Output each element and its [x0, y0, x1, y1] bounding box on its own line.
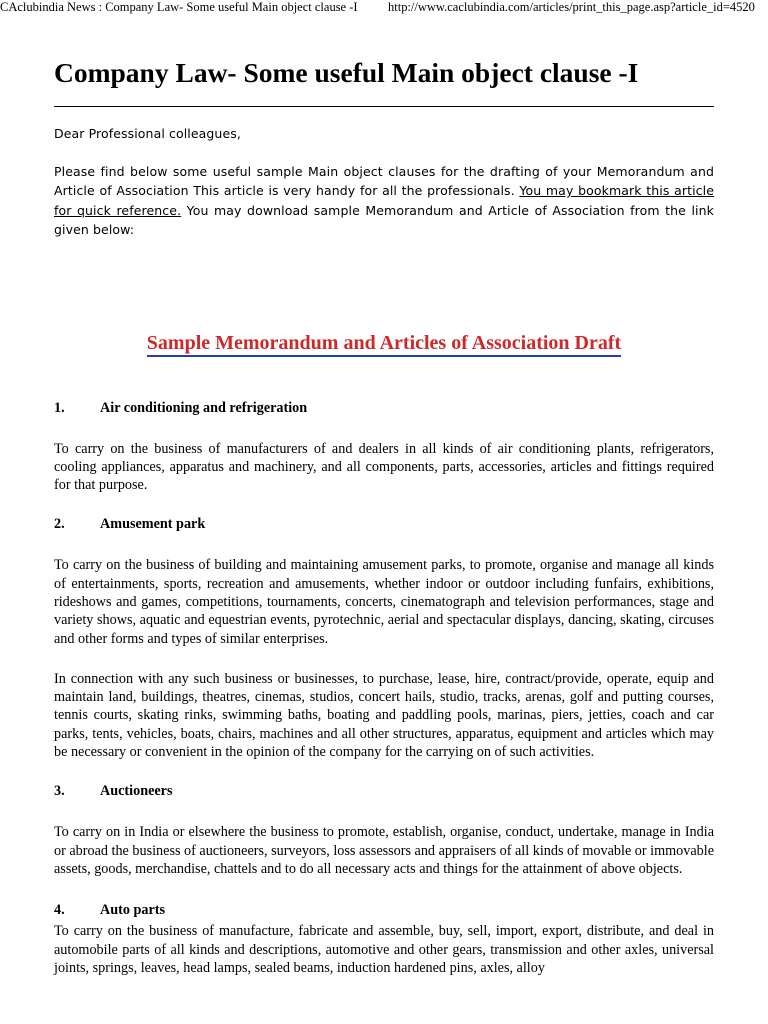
section-paragraph: To carry on in India or elsewhere the business to promote, establish, organise, conduct, undertake, manage in India or abroad the business of auctioneers, surveyors, loss assessors and appraisers of all kinds of movable or immovable assets, goods, merchandise, chattels and to do all necessary acts and things for the attainment of above objects.	[54, 824, 714, 877]
greeting: Dear Professional colleagues,	[54, 126, 241, 141]
draft-download-link[interactable]: Sample Memorandum and Articles of Association Draft	[147, 332, 621, 357]
draft-download-link-wrap	[54, 328, 714, 358]
print-header	[0, 0, 768, 18]
intro-paragraph	[54, 162, 714, 240]
section-number: 1.	[54, 399, 65, 416]
section-heading	[54, 398, 714, 418]
section-heading	[54, 900, 714, 920]
section-number: 2.	[54, 516, 65, 533]
section-title: Air conditioning and refrigeration	[100, 399, 308, 416]
article-body	[54, 50, 714, 977]
print-header-url: http://www.caclubindia.com/articles/print_this_page.asp?article_id=4520	[388, 0, 755, 14]
section-title: Amusement park	[100, 516, 206, 533]
section-number: 4.	[54, 902, 65, 919]
section-paragraph: To carry on the business of manufacturers of and dealers in all kinds of air conditioning plants, refrigerators, cooling appliances, apparatus and machinery, and all components, parts, accessories, articles and fittings required for that purpose.	[54, 440, 714, 494]
bookmark-note: You may bookmark this article for quick reference.	[54, 183, 715, 218]
section-heading	[54, 781, 714, 801]
section-paragraph: To carry on the business of manufacture, fabricate and assemble, buy, sell, import, export, distribute, and deal in automobile parts of all kinds and descriptions, automotive and other gears, transmission and other axles, universal joints, springs, leaves, head lamps, sealed beams, induction hardened pins, axles, alloy	[54, 923, 714, 976]
section-heading	[54, 514, 714, 534]
print-header-title: CAclubindia News : Company Law- Some useful Main object clause -I	[0, 0, 358, 14]
section-title: Auctioneers	[100, 783, 173, 800]
section-paragraph: To carry on the business of building and maintaining amusement parks, to promote, organise and manage all kinds of entertainments, sports, recreation and amusements, whether indoor or outdoor including funfairs, exhibitions, rideshows and games, competitions, tournaments, concerts, cinematograph and television performances, stage and variety shows, aquatic and equestrian events, pyrotechnic, aerial and spectacular displays, dancing, skating, circuses and other forms and types of similar enterprises.	[54, 557, 714, 647]
section-title: Auto parts	[100, 902, 166, 919]
section-number: 3.	[54, 783, 65, 800]
intro-text-1: Please find below some useful sample Main object clauses for the drafting of your Memorandum and Article of Association This article is very handy for all the professionals.	[54, 163, 714, 198]
intro-text-2: You may download sample Memorandum and Article of Association from the link given below:	[54, 202, 714, 237]
page-title: Company Law- Some useful Main object clause -I	[54, 50, 714, 107]
section-paragraph: In connection with any such business or businesses, to purchase, lease, hire, contract/provide, operate, equip and maintain land, buildings, theatres, cinemas, studios, concert hails, studio, tracks, arenas, golf and putting courses, tennis courts, skating rinks, swimming baths, boating and paddling pools, marinas, piers, jetties, coach and car parks, tents, vehicles, boats, chairs, machines and all other structures, apparatus, equipment and articles which may be necessary or convenient in the opinion of the company for the carrying on of such activities.	[54, 670, 714, 761]
